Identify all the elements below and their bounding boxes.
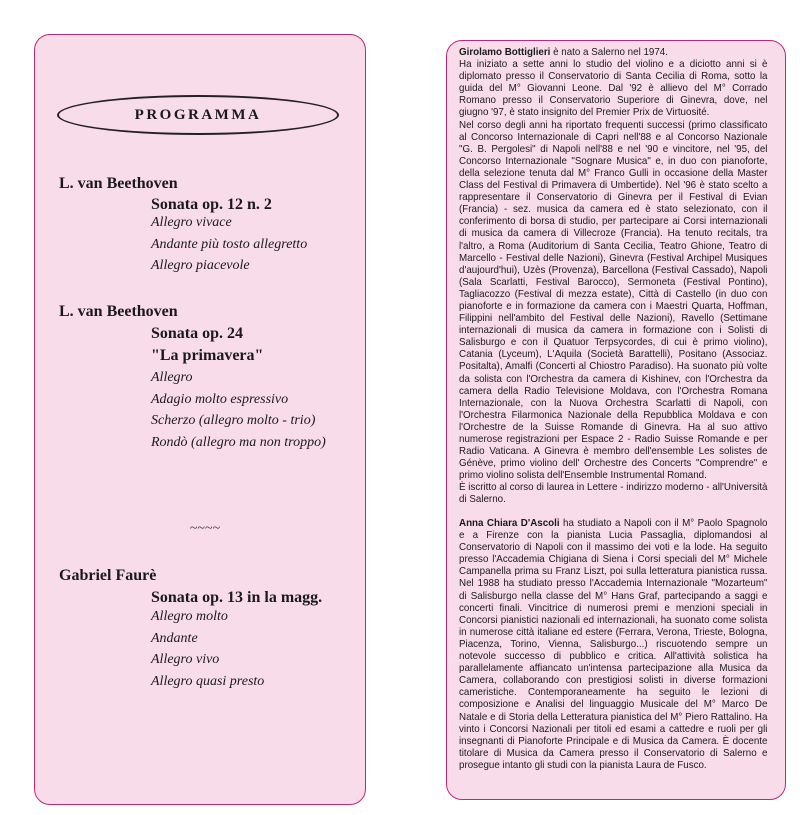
- movement: Rondò (allegro ma non troppo): [151, 434, 326, 450]
- movement: Scherzo (allegro molto - trio): [151, 413, 316, 428]
- performer-name: Anna Chiara D'Ascoli: [459, 518, 560, 529]
- work-title: Sonata op. 13 in la magg.: [151, 589, 323, 606]
- movement: Allegro: [151, 370, 193, 385]
- movement: Andante: [151, 630, 198, 646]
- movement: Andante più tosto allegretto: [151, 236, 308, 252]
- bio-intro-text: è nato a Salerno nel 1974.: [550, 47, 668, 58]
- section-divider: ~~~~: [189, 521, 221, 536]
- work-subtitle: "La primavera": [151, 347, 264, 364]
- bio-text: ha studiato a Napoli con il M° Paolo Spagnolo e a Firenze con la pianista Lucia Passaglia, diplomandosi al Conservatorio di Napoli con il massimo dei voti e la lode. Ha seguito presso l'Accademia Chigiana di Siena i Corsi speciali del M° Michele Campanella prima su Franz Liszt, poi sulla letteratura pianistica russa. Nel 1988 ha studiato presso l'Accademia Internazionale "Mozarteum" di Salisburgo nella classe del M° Hans Graf, partecipando a saggi e concerti finali. Vincitrice di numerosi premi e menzioni speciali in Concorsi pianistici nazionali ed internazionali, ha suonato come solista in numerose città italiane ed estere (Ferrara, Verona, Trieste, Bologna, Piacenza, Torino, Vienna, Salisburgo...) riscuotendo sempre un notevole successo di pubblico e critica. All'attività solistica ha parallelamente affiancato un'intensa partecipazione alla Musica da Camera, collaborando con prestigiosi solisti in diverse formazioni cameristiche. Contemporaneamente ha seguito le lezioni di composizione e Analisi del linguaggio Musicale del M° Marco De Natale e di Storia della Letteratura pianistica del M° Piero Rattalino. Ha vinto i Concorsi Nazionali per titoli ed esami a cattedre e ruoli per gli insegnanti di Pianoforte Principale e di Musica da Camera. È docente titolare di Musica da Camera presso il Conservatorio di Salerno e prosegue intanto gli studi con la pianista Laura de Fusco.: [459, 518, 768, 771]
- performer-name: Girolamo Bottiglieri: [459, 47, 551, 58]
- movement-list: [151, 606, 264, 692]
- work-title: Sonata op. 12 n. 2: [151, 196, 272, 213]
- programme-heading: PROGRAMMA: [57, 95, 339, 135]
- composer-name: L. van Beethoven: [59, 175, 178, 192]
- movement: Allegro vivo: [151, 652, 220, 667]
- bio-intro: [459, 47, 767, 59]
- bio-paragraph: Ha iniziato a sette anni lo studio del violino e a diciotto anni si è diplomato presso il Conservatorio di Santa Cecilia di Roma, sotto la guida del M° Giovanni Leone. Dal '92 è allievo del M° Corrado Romano presso il Conservatorio Superiore di Ginevra, dove, nel giugno '97, è stato insignito del Premier Prix de Virtuosité.: [459, 59, 768, 119]
- movement-list: [151, 212, 307, 277]
- bio-paragraph: È iscritto al corso di laurea in Lettere - indirizzo moderno - all'Università di Salerno.: [459, 482, 768, 506]
- movement: Allegro piacevole: [151, 258, 250, 273]
- bio-paragraph: [459, 518, 767, 772]
- composer-name: Gabriel Faurè: [59, 567, 157, 584]
- movement-list: [151, 367, 326, 453]
- biography-panel: [446, 40, 786, 800]
- movement: Allegro molto: [151, 609, 228, 624]
- biography-bottiglieri: [459, 47, 767, 507]
- programme-panel: [34, 34, 366, 805]
- movement: Allegro vivace: [151, 215, 232, 230]
- bio-paragraph: Nel corso degli anni ha riportato frequenti successi (primo classificato al Concorso Internazionale di Capri nell'88 e al Concorso Nazionale "G. B. Pergolesi" di Napoli nell'88 e nel '90 e vincitore, nel '95, del Concorso Internazionale "Sognare Musica" e, in duo con pianoforte, della selezione tenuta dal M° Franco Gulli in occasione della Master Class del Festival di Primavera di Umbertide). Nel '96 è stato scelto a rappresentare il Conservatorio di Ginevra per il Festival di Evian (Francia) - sez. musica da camera ed è stato selezionato, con il conferimento di borsa di studio, per partecipare ai Corsi internazionali di musica da camera di Villecroze (Francia). Ha tenuto recitals, tra l'altro, a Roma (Auditorium di Santa Cecilia, Teatro Ghione, Teatro di Marcello - Festival delle Nazioni), Ginevra (Festival Archipel Musiques d'aujourd'hui), Uzès (Provenza), Barcellona (Festival Cassado), Napoli (Sala Scarlatti, Festival Barocco), Sermoneta (Festival Pontino), Tagliacozzo (Festival di mezza estate), Città di Castello (in duo con pianoforte e in formazione da camera con i Maestri Quarta, Hoffman, Filippini nell'ambito del Festival delle Nazioni), Ravello (Settimane internazionali di musica da camera in formazione con i Solisti di Salisburgo e con il Quatuor Terpsycordes, di cui è primo violino), Catania (Lyceum), L'Aquila (Società Barattelli), Positano (Associaz. Positalta), Amalfi (Concerti al Chiostro Paradiso). Ha suonato più volte da solista con l'Orchestra da camera di Kishinev, con l'Orchestra da camera della Radio Televisione Moldava, con l'Orchestra Romana Internazionale, con la Nuova Orchestra Scarlatti di Napoli, con l'Orchestra Filarmonica Nazionale della Repubblica Moldava e con l'Orchestre de la Suisse Romande di Ginevra. Ha al suo attivo numerose registrazioni per Espace 2 - Radio Suisse Romande e per Radio Vaticana. A Ginevra è membro dell'ensemble Les solistes de Génève, primo violino dell' Orchestre des Concerts "Comprendre" e primo violino solista dell'Ensemble Instrumental Romand.: [459, 119, 768, 482]
- movement: Adagio molto espressivo: [151, 391, 289, 407]
- biography-dascoli: [459, 518, 767, 772]
- movement: Allegro quasi presto: [151, 673, 265, 689]
- composer-name: L. van Beethoven: [59, 303, 178, 320]
- work-title: Sonata op. 24: [151, 325, 244, 342]
